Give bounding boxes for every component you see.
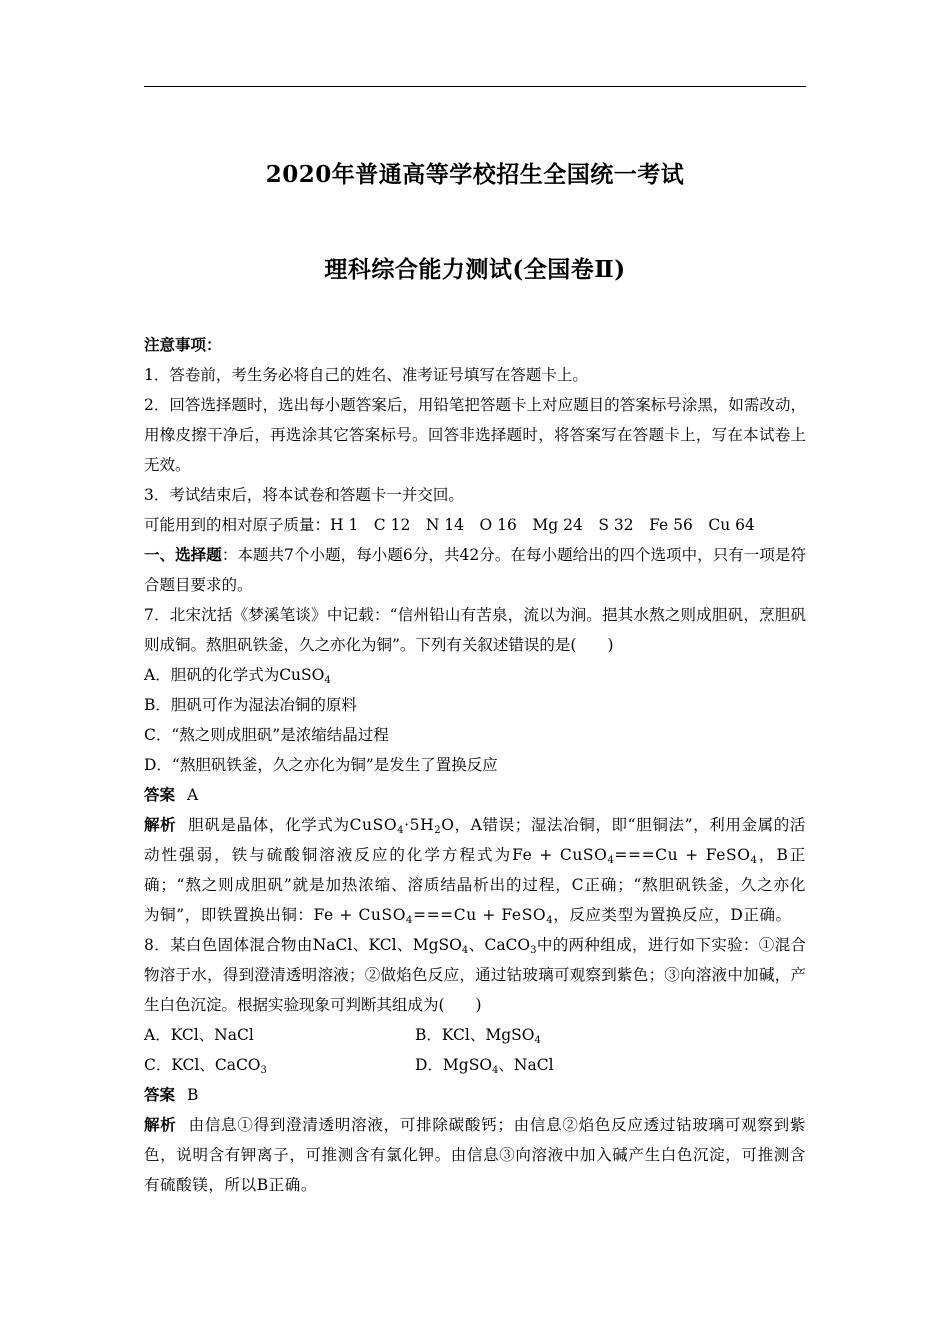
q8-option-d-text: 、NaCl [498,1056,554,1074]
section-1-text: ：本题共7个小题，每小题6分，共42分。在每小题给出的四个选项中，只有一项是符合题目要求的。 [144,546,806,594]
q7-analysis-part: O，A错误；湿法冶铜，即“胆铜法”，利用金属的活动性强弱，铁与硫酸铜溶液反应的化学方程式为Fe + CuSO [144,816,807,864]
q8-option-b-text: B．KCl、MgSO [415,1026,535,1044]
exam-content [144,330,806,1200]
q8-analysis-label: 解析 [144,1115,177,1134]
q7-analysis-subscript: 4 [607,855,615,866]
q7-option-a-text: A．胆矾的化学式为CuSO [144,666,325,684]
q8-option-c-subscript: 3 [260,1065,267,1076]
q7-option-a [144,660,806,690]
q8-option-b [415,1020,686,1050]
q8-options-row-2 [144,1050,806,1080]
atomic-masses: 可能用到的相对原子质量：H 1 C 12 N 14 O 16 Mg 24 S 32 Fe 56 Cu 64 [144,516,755,534]
exam-title: 2020年普通高等学校招生全国统一考试 [265,161,685,188]
q7-analysis-subscript: 4 [546,915,554,926]
q7-stem: 7．北宋沈括《梦溪笔谈》中记载：“信州铅山有苦泉，流以为涧。挹其水熬之则成胆矾，烹胆矾则成铜。熬胆矾铁釜，久之亦化为铜”。下列有关叙述错误的是( ) [144,606,806,654]
section-1-intro [144,540,806,600]
q8-stem-subscript: 3 [530,945,537,956]
q7-option-a-subscript: 4 [324,675,331,686]
q8-option-b-subscript: 4 [534,1035,541,1046]
q7-analysis-part: ，B正确；“熬之则成胆矾”就是加热浓缩、溶质结晶析出的过程，C正确；“熬胆矾铁釜，久之亦化为铜”，即铁置换出铜：Fe + CuSO [144,846,806,924]
q8-answer [144,1080,806,1110]
q7-analysis-part: 胆矾是晶体，化学式为CuSO [188,816,398,834]
notice-heading: 注意事项： [144,335,222,354]
notice-item-3: 3．考试结束后，将本试卷和答题卡一并交回。 [144,486,464,504]
q7-analysis-subscript: 4 [397,825,405,836]
q7-analysis [144,810,806,930]
q7-analysis-part: ，反应类型为置换反应，D正确。 [553,906,792,924]
q7-option-d: D．“熬胆矾铁釜，久之亦化为铜”是发生了置换反应 [144,756,498,774]
q8-analysis-text: 由信息①得到澄清透明溶液，可排除碳酸钙；由信息②焰色反应透过钴玻璃可观察到紫色，说明含有钾离子，可推测含有氯化钾。由信息③向溶液中加入碱产生白色沉淀，可推测含有硫酸镁，所以B正确。 [144,1116,806,1194]
q7-answer-value: A [187,786,199,804]
q8-stem-subscript: 4 [461,945,469,956]
q7-option-b: B．胆矾可作为湿法冶铜的原料 [144,696,357,714]
q8-option-d-subscript: 4 [492,1065,499,1076]
q7-analysis-part: ===Cu + FeSO [614,846,751,864]
q7-analysis-subscript: 4 [750,855,758,866]
q7-answer-label: 答案 [144,785,176,804]
notice-item-1: 1．答卷前，考生务必将自己的姓名、准考证号填写在答题卡上。 [144,366,588,384]
q7-option-c: C．“熬之则成胆矾”是浓缩结晶过程 [144,726,389,744]
notice-item-2: 2．回答选择题时，选出每小题答案后，用铅笔把答题卡上对应题目的答案标号涂黑，如需改动，用橡皮擦干净后，再选涂其它答案标号。回答非选择题时，将答案写在答题卡上，写在本试卷上无效。 [144,396,806,474]
q7-analysis-label: 解析 [144,815,177,834]
q8-option-d-text: D．MgSO [415,1056,493,1074]
q7-analysis-part: ===Cu + FeSO [412,906,547,924]
header-rule [144,86,806,87]
q8-stem-part: 中的两种组成，进行如下实验：①混合物溶于水，得到澄清透明溶液；②做焰色反应，通过钴玻璃可观察到紫色；③向溶液中加碱，产生白色沉淀。根据实验现象可判断其组成为( ) [144,936,806,1014]
exam-subtitle: 理科综合能力测试(全国卷Ⅱ) [324,256,626,283]
q8-stem-part: 8．某白色固体混合物由NaCl、KCl、MgSO [144,936,462,954]
q8-option-c-text: C．KCl、CaCO [144,1056,261,1074]
section-1-label: 一、选择题 [144,545,222,564]
q8-analysis [144,1110,806,1200]
q8-stem [144,930,806,1020]
q8-answer-value: B [187,1086,199,1104]
q7-answer [144,780,806,810]
q8-stem-part: 、CaCO [468,936,531,954]
q8-answer-label: 答案 [144,1085,176,1104]
q8-options-row-1 [144,1020,806,1050]
q8-option-c [144,1050,415,1080]
q8-option-d [415,1050,686,1080]
q7-analysis-subscript: 4 [406,915,413,926]
q7-analysis-part: ·5H [404,816,435,834]
q8-option-a: A．KCl、NaCl [144,1026,254,1044]
q7-analysis-subscript: 2 [434,825,442,836]
